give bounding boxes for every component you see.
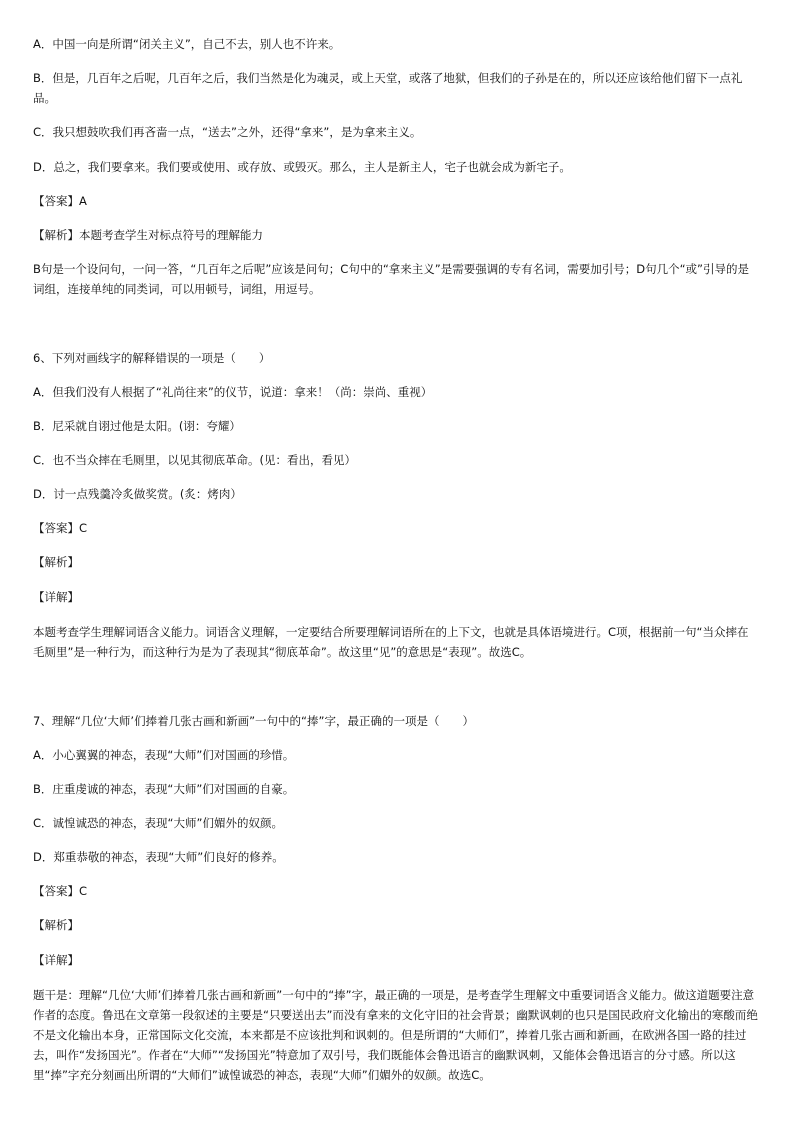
q7-analysis-heading: 【解析】 — [33, 918, 79, 932]
q6-stem: 6、下列对画线字的解释错误的一项是（ ） — [33, 351, 271, 365]
q7-option-a: A．小心翼翼的神态，表现“大师”们对国画的珍惜。 — [33, 748, 295, 762]
q7-answer: 【答案】C — [33, 884, 88, 898]
q7-option-b: B．庄重虔诚的神态，表现“大师”们对国画的自豪。 — [33, 782, 295, 796]
q6-option-c: C．也不当众摔在毛厕里，以见其彻底革命。(见：看出，看见） — [33, 453, 357, 467]
q5-option-d: D．总之，我们要拿来。我们要或使用、或存放、或毁灭。那么，主人是新主人，宅子也就会成为新宅子。 — [33, 160, 571, 174]
q7-option-c: C．诚惶诚恐的神态，表现“大师”们媚外的奴颜。 — [33, 816, 283, 830]
q7-detail-heading: 【详解】 — [33, 953, 79, 967]
q5-option-a: A．中国一向是所谓“闭关主义”，自己不去，别人也不许来。 — [33, 37, 341, 51]
q6-detail-heading: 【详解】 — [33, 590, 79, 604]
q6-option-d: D．讨一点残羹冷炙做奖赏。(炙：烤肉） — [33, 487, 242, 501]
q7-explanation: 题干是：理解“几位‘大师’们捧着几张古画和新画”一句中的“捧”字，最正确的一项是，是考查学生理解文中重要词语含义能力。做这道题要注意作者的态度。鲁迅在文章第一段叙述的主要是“只要送出去”而没有拿来的文化守旧的社会背景；幽默讽刺的也只是国民政府文化输出的寒酸而绝不是文化输出本身，正常国际文化交流，本来都是不应该批判和讽刺的。但是所谓的“大师们”，捧着几张古画和新画，在欧洲各国一路的挂过去，叫作“发扬国光”。作者在“大师”“发扬国光”特意加了双引号，我们既能体会鲁迅语言的幽默讽刺，又能体会鲁迅语言的分寸感。所以这里“捧”字充分刻画出所谓的“大师们”诚惶诚恐的神态，表现“大师”们媚外的奴颜。故选C。 — [33, 988, 758, 1082]
q5-answer: 【答案】A — [33, 194, 87, 208]
q7-stem: 7、理解“几位‘大师’们捧着几张古画和新画”一句中的“捧”字，最正确的一项是（ ） — [33, 714, 474, 728]
q5-analysis-heading: 【解析】本题考查学生对标点符号的理解能力 — [33, 228, 263, 242]
q7-option-d: D．郑重恭敬的神态，表现“大师”们良好的修养。 — [33, 850, 284, 864]
q5-option-c: C．我只想鼓吹我们再吝啬一点，“送去”之外，还得“拿来”，是为拿来主义。 — [33, 125, 422, 139]
q6-explanation: 本题考查学生理解词语含义能力。词语含义理解，一定要结合所要理解词语所在的上下文，也就是具体语境进行。C项，根据前一句“当众摔在毛厕里”是一种行为，而这种行为是为了表现其“彻底革命”。故这里“见”的意思是“表现”。故选C。 — [33, 625, 749, 659]
q6-option-b: B．尼采就自诩过他是太阳。(诩：夸耀） — [33, 419, 241, 433]
q6-answer: 【答案】C — [33, 521, 88, 535]
q6-option-a: A．但我们没有人根据了“礼尚往来”的仪节，说道：拿来！（尚：崇尚、重视） — [33, 385, 433, 399]
q5-option-b: B．但是，几百年之后呢，几百年之后，我们当然是化为魂灵，或上天堂，或落了地狱，但我们的子孙是在的，所以还应该给他们留下一点礼品。 — [33, 71, 743, 105]
q5-explanation: B句是一个设问句，一问一答，“几百年之后呢”应该是问句；C句中的“拿来主义”是需要强调的专有名词，需要加引号；D句几个“或”引导的是词组，连接单纯的同类词，可以用顿号，词组，用逗号。 — [33, 262, 750, 296]
q6-analysis-heading: 【解析】 — [33, 555, 79, 569]
